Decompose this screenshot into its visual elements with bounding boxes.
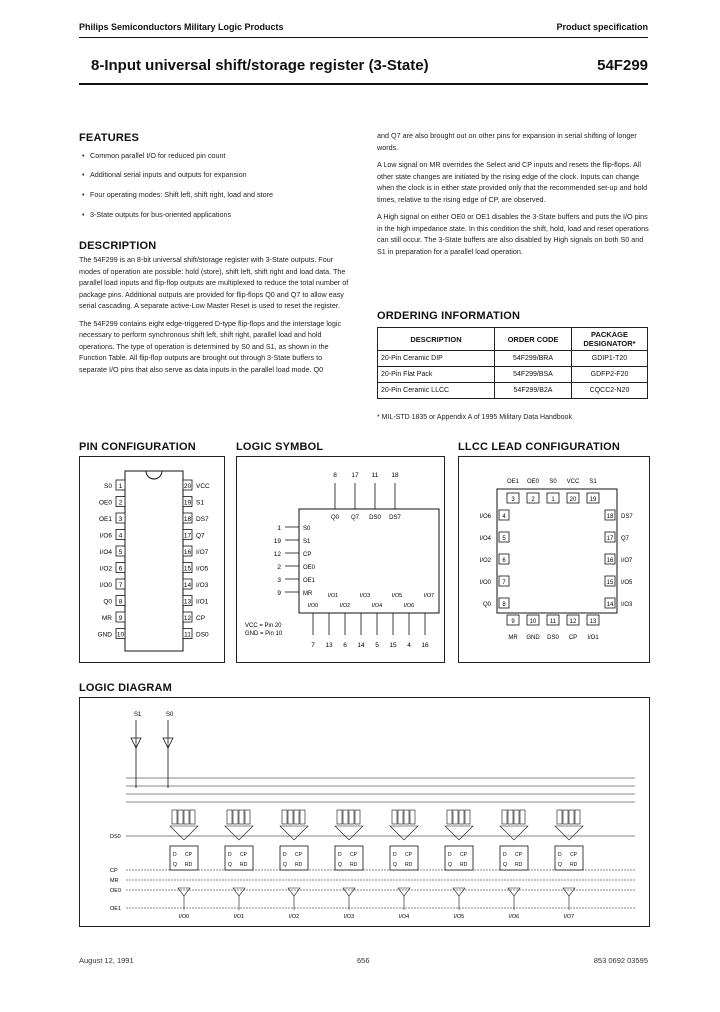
logic-diagram-ff-label: Q xyxy=(228,862,232,868)
features-heading: FEATURES xyxy=(79,132,140,144)
llcc-bottom-label: CP xyxy=(568,635,578,641)
logic-symbol-left-label: OE0 xyxy=(303,565,316,571)
dip-pin-label: S1 xyxy=(196,499,204,507)
logic-symbol-io-label: I/O3 xyxy=(359,593,371,599)
header-left: Philips Semiconductors Military Logic Products xyxy=(79,22,284,32)
logic-diagram-buffer xyxy=(288,888,300,896)
header-rule xyxy=(79,37,648,38)
logic-diagram-input-label: S0 xyxy=(166,712,174,718)
llcc-right-number: 15 xyxy=(606,580,614,586)
row-description: 20-Pin Flat Pack xyxy=(378,367,495,383)
llcc-left-label: I/O6 xyxy=(479,514,491,520)
llcc-right-label: I/O7 xyxy=(621,558,633,564)
logic-diagram-or-gate xyxy=(225,826,253,840)
logic-symbol-top-number: 18 xyxy=(391,472,399,479)
dip-package-drawing xyxy=(80,457,224,662)
logic-diagram-ff-label: RD xyxy=(295,862,303,868)
dip-pin-number: 12 xyxy=(183,615,192,622)
llcc-top-number: 3 xyxy=(511,497,515,503)
llcc-left-number: 6 xyxy=(502,558,506,564)
dip-pin-number: 15 xyxy=(183,565,192,573)
logic-diagram-gate xyxy=(337,810,342,824)
llcc-bottom-number: 10 xyxy=(529,619,537,625)
logic-symbol-io-label: I/O6 xyxy=(403,603,415,609)
dip-pin-label: GND xyxy=(97,631,112,639)
row-order-code: 54F299/B2A xyxy=(495,383,572,399)
logic-symbol-bottom-number: 14 xyxy=(357,642,365,649)
logic-diagram-ff-label: D xyxy=(558,852,562,858)
llcc-top-number: 2 xyxy=(531,497,535,503)
dip-pin-number: 14 xyxy=(183,582,192,589)
logic-diagram-ff-label: D xyxy=(393,852,397,858)
logic-symbol-io-label: I/O5 xyxy=(391,593,403,599)
dip-pin-number: 3 xyxy=(118,516,123,523)
llcc-top-label: OE0 xyxy=(526,479,540,485)
dip-pin-label: I/O6 xyxy=(99,532,112,540)
logic-diagram-gate xyxy=(502,810,507,824)
logic-symbol-left-number: 3 xyxy=(277,577,281,584)
logic-symbol-bottom-number: 7 xyxy=(311,642,315,649)
logic-diagram-gate xyxy=(410,810,415,824)
logic-diagram-ff-label: RD xyxy=(240,862,248,868)
logic-diagram-gate xyxy=(190,810,195,824)
feature-item: • Common parallel I/O for reduced pin count xyxy=(90,150,350,161)
llcc-right-number: 14 xyxy=(606,602,614,608)
dip-pin-number: 10 xyxy=(116,631,125,639)
dip-pin-label: I/O1 xyxy=(196,598,209,606)
dip-pin-label: MR xyxy=(101,615,112,622)
row-package: GDIP1-T20 xyxy=(572,351,648,367)
logic-diagram-ff-label: D xyxy=(338,852,342,858)
logic-diagram-ff-label: CP xyxy=(240,852,247,858)
dip-pin-number: 2 xyxy=(118,499,123,507)
logic-diagram-gate xyxy=(569,810,574,824)
logic-diagram-ff-label: Q xyxy=(283,862,287,868)
logic-diagram-ff-label: CP xyxy=(405,852,412,858)
logic-symbol-bottom-number: 5 xyxy=(375,642,379,649)
logic-diagram-left-label: OE1 xyxy=(110,906,122,912)
llcc-right-number: 18 xyxy=(606,514,614,520)
llcc-left-label: I/O2 xyxy=(479,558,491,564)
llcc-bottom-label: I/O1 xyxy=(587,635,599,641)
dip-pin-label: DS0 xyxy=(196,631,209,639)
logic-diagram-gate xyxy=(239,810,244,824)
part-number: 54F299 xyxy=(597,57,648,74)
description-para-4: A Low signal on MR overrides the Select and CP inputs and resets the flip-flops. All other state changes are initiated by the rising edge of the clock. Inputs can change when the clock is in either state provided only that the recommended set-up and hold times, relative to the rising edge of CP, are observed. xyxy=(377,160,648,204)
logic-diagram-ff-label: D xyxy=(503,852,507,858)
dip-pin-number: 16 xyxy=(183,549,192,556)
logic-diagram-gate xyxy=(300,810,305,824)
logic-diagram-ff-label: Q xyxy=(503,862,507,868)
description-heading: DESCRIPTION xyxy=(79,240,157,252)
dip-pin-number: 7 xyxy=(118,582,123,589)
dip-pin-label: Q7 xyxy=(196,532,205,540)
col-description: DESCRIPTION xyxy=(378,328,495,351)
feature-item: • 3-State outputs for bus-oriented applications xyxy=(90,209,350,220)
dip-pin-number: 17 xyxy=(183,532,192,540)
logic-symbol-left-label: S0 xyxy=(303,526,311,532)
logic-diagram-ff-label: CP xyxy=(350,852,357,858)
logic-symbol-io-label: I/O4 xyxy=(371,603,383,609)
llcc-box xyxy=(458,456,650,663)
logic-diagram-ff-label: CP xyxy=(295,852,302,858)
logic-diagram-gate xyxy=(404,810,409,824)
logic-symbol-left-number: 19 xyxy=(273,538,281,545)
dip-pin-number: 19 xyxy=(183,499,192,507)
logic-symbol-left-number: 2 xyxy=(277,564,281,571)
row-order-code: 54F299/BSA xyxy=(495,367,572,383)
dip-pin-label: I/O2 xyxy=(99,565,112,573)
logic-diagram-gate xyxy=(447,810,452,824)
logic-diagram-or-gate xyxy=(390,826,418,840)
description-para-2: The 54F299 contains eight edge-triggered D-type flip-flops and the interstage logic necessary to perform synchronous shift left, shift right, parallel load and hold operations. The type of operation is determined by S0 and S1, as shown in the Function Table. All flip-flop outputs are brought out through 3-State buffers to separate I/O pins that also serve as data inputs in the parallel load mode. Q0 xyxy=(79,318,342,374)
logic-symbol-gnd-note: GND = Pin 10 xyxy=(245,631,283,637)
llcc-right-label: I/O3 xyxy=(621,602,633,608)
logic-diagram-output-label: I/O2 xyxy=(288,914,300,920)
llcc-right-label: Q7 xyxy=(621,536,630,542)
logic-diagram-gate xyxy=(398,810,403,824)
row-package: GDFP2-F20 xyxy=(572,367,648,383)
logic-diagram-or-gate xyxy=(555,826,583,840)
logic-symbol-left-label: OE1 xyxy=(303,578,316,584)
dip-pin-label: I/O0 xyxy=(99,582,112,589)
row-order-code: 54F299/BRA xyxy=(495,351,572,367)
logic-diagram-left-label: MR xyxy=(110,878,119,884)
logic-diagram-drawing xyxy=(80,698,649,926)
logic-symbol-bottom-number: 4 xyxy=(407,642,411,649)
llcc-body xyxy=(497,489,617,613)
dip-pin-label: I/O3 xyxy=(196,582,209,589)
logic-diagram-gate xyxy=(563,810,568,824)
llcc-bottom-number: 9 xyxy=(511,619,515,625)
footer-page: 656 xyxy=(357,956,370,965)
header-right: Product specification xyxy=(556,22,648,32)
ordering-heading: ORDERING INFORMATION xyxy=(377,310,521,322)
logic-diagram-buffer xyxy=(233,888,245,896)
logic-symbol-top-number: 11 xyxy=(371,472,379,479)
llcc-heading: LLCC LEAD CONFIGURATION xyxy=(458,441,621,453)
dip-pin-label: DS7 xyxy=(196,516,209,523)
logic-diagram-ff-label: CP xyxy=(460,852,467,858)
dip-pin-number: 8 xyxy=(118,598,123,606)
logic-diagram-or-gate xyxy=(170,826,198,840)
logic-diagram-output-label: I/O7 xyxy=(563,914,575,920)
llcc-left-number: 8 xyxy=(502,602,506,608)
logic-symbol-left-number: 1 xyxy=(277,525,281,532)
dip-pin-label: Q0 xyxy=(103,598,112,606)
logic-diagram-ff-label: CP xyxy=(185,852,192,858)
dip-pin-label: CP xyxy=(196,615,206,622)
llcc-right-label: I/O5 xyxy=(621,580,633,586)
logic-symbol-bottom-number: 16 xyxy=(421,642,429,649)
logic-diagram-output-label: I/O6 xyxy=(508,914,520,920)
col-package: PACKAGE DESIGNATOR* xyxy=(572,328,648,351)
llcc-left-number: 5 xyxy=(502,536,506,542)
logic-symbol-drawing xyxy=(237,457,444,662)
logic-diagram-ff-label: RD xyxy=(405,862,413,868)
llcc-left-number: 7 xyxy=(502,580,506,586)
logic-symbol-heading: LOGIC SYMBOL xyxy=(236,441,324,453)
logic-diagram-buffer xyxy=(178,888,190,896)
logic-diagram-ff-label: D xyxy=(448,852,452,858)
logic-diagram-gate xyxy=(459,810,464,824)
logic-diagram-input-label: S1 xyxy=(134,712,142,718)
description-left-column xyxy=(79,254,351,381)
llcc-top-number: 1 xyxy=(551,497,555,503)
logic-diagram-buffer xyxy=(563,888,575,896)
logic-diagram-heading: LOGIC DIAGRAM xyxy=(79,682,173,694)
llcc-bottom-label: MR xyxy=(508,635,518,641)
llcc-bottom-number: 12 xyxy=(569,619,577,625)
llcc-drawing xyxy=(459,457,649,662)
dip-pin-label: I/O4 xyxy=(99,549,112,556)
footer-code: 853 0692 03595 xyxy=(593,956,648,965)
dip-pin-label: VCC xyxy=(196,483,210,490)
logic-symbol-bottom-number: 13 xyxy=(325,642,333,649)
dip-pin-number: 9 xyxy=(118,615,123,622)
logic-diagram-gate xyxy=(557,810,562,824)
logic-diagram-gate xyxy=(245,810,250,824)
logic-diagram-gate xyxy=(355,810,360,824)
logic-symbol-left-label: CP xyxy=(303,552,312,558)
logic-diagram-or-gate xyxy=(280,826,308,840)
logic-symbol-left-label: S1 xyxy=(303,539,311,545)
dip-pin-number: 1 xyxy=(118,483,123,490)
feature-item: • Additional serial inputs and outputs for expansion xyxy=(90,169,350,180)
logic-diagram-ff-label: RD xyxy=(570,862,578,868)
logic-symbol-box xyxy=(236,456,445,663)
llcc-left-label: I/O0 xyxy=(479,580,491,586)
dip-pin-label: S0 xyxy=(104,483,112,490)
logic-symbol-io-label: I/O2 xyxy=(339,603,351,609)
pin-config-box xyxy=(79,456,225,663)
pin-config-heading: PIN CONFIGURATION xyxy=(79,441,196,453)
llcc-left-label: I/O4 xyxy=(479,536,491,542)
logic-diagram-or-gate xyxy=(335,826,363,840)
logic-diagram-gate xyxy=(343,810,348,824)
logic-diagram-ff-label: CP xyxy=(515,852,522,858)
logic-symbol-io-label: I/O1 xyxy=(327,593,339,599)
logic-diagram-buffer xyxy=(398,888,410,896)
logic-diagram-left-label: OE0 xyxy=(110,888,122,894)
dip-pin-number: 18 xyxy=(183,516,192,523)
logic-diagram-ff-label: Q xyxy=(448,862,452,868)
logic-symbol-io-label: I/O0 xyxy=(307,603,319,609)
logic-diagram-gate xyxy=(520,810,525,824)
ordering-note: * MIL-STD 1835 or Appendix A of 1995 Military Data Handbook xyxy=(377,414,572,421)
logic-diagram-buffer xyxy=(508,888,520,896)
description-para-1: The 54F299 is an 8-bit universal shift/storage register with 3-State outputs. Four modes of operation are possible: hold (store), shift left, shift right and load data. The parallel load inputs and flip-flop outputs are multiplexed to reduce the total number of package pins. Additional outputs are provided for flip-flops Q0 and Q7 to allow easy serial cascading. A separate active-Low Master Reset is used to reset the register. xyxy=(79,255,349,310)
llcc-top-number: 20 xyxy=(569,497,577,503)
logic-diagram-ff-label: Q xyxy=(338,862,342,868)
logic-diagram-gate xyxy=(575,810,580,824)
logic-diagram-gate xyxy=(508,810,513,824)
logic-diagram-ff-label: CP xyxy=(570,852,577,858)
logic-symbol-left-number: 12 xyxy=(273,551,281,558)
llcc-top-label: VCC xyxy=(566,479,580,485)
logic-symbol-top-label: Q7 xyxy=(350,515,360,521)
logic-symbol-top-label: DS0 xyxy=(369,515,381,521)
logic-symbol-top-number: 8 xyxy=(333,472,337,479)
llcc-bottom-number: 11 xyxy=(549,619,557,625)
dip-pin-number: 5 xyxy=(118,549,123,556)
logic-diagram-gate xyxy=(288,810,293,824)
row-description: 20-Pin Ceramic DIP xyxy=(378,351,495,367)
logic-diagram-output-label: I/O1 xyxy=(233,914,245,920)
dip-notch xyxy=(146,471,162,479)
logic-diagram-ff-label: D xyxy=(173,852,177,858)
row-description: 20-Pin Ceramic LLCC xyxy=(378,383,495,399)
row-package: CQCC2-N20 xyxy=(572,383,648,399)
dip-pin-number: 20 xyxy=(183,483,192,490)
logic-diagram-buffer xyxy=(343,888,355,896)
llcc-left-label: Q0 xyxy=(482,602,491,608)
logic-diagram-gate xyxy=(453,810,458,824)
col-order-code: ORDER CODE xyxy=(495,328,572,351)
logic-diagram-ff-label: RD xyxy=(460,862,468,868)
dip-pin-label: OE1 xyxy=(98,516,112,523)
page-title: 8-Input universal shift/storage register (3-State) xyxy=(91,57,429,74)
logic-symbol-top-number: 17 xyxy=(351,472,359,479)
llcc-right-number: 16 xyxy=(606,558,614,564)
description-para-5: A High signal on either OE0 or OE1 disables the 3-State buffers and puts the I/O pins in the high impedance state. In this condition the shift, hold, load and reset operations can still occur. The 3-State buffers are also disabled by High signals on both S0 and S1 in preparation for a parallel load operation. xyxy=(377,212,649,256)
llcc-bottom-number: 13 xyxy=(589,619,597,625)
feature-item: • Four operating modes: Shift left, shift right, load and store xyxy=(90,189,350,200)
footer-date: August 12, 1991 xyxy=(79,956,134,965)
dip-pin-number: 11 xyxy=(184,631,191,639)
logic-diagram-buffer xyxy=(453,888,465,896)
logic-diagram-ff-label: RD xyxy=(515,862,523,868)
llcc-top-label: OE1 xyxy=(506,479,520,485)
logic-diagram-gate xyxy=(233,810,238,824)
logic-symbol-left-number: 9 xyxy=(277,590,281,597)
llcc-bottom-label: GND xyxy=(526,635,540,641)
logic-diagram-ff-label: D xyxy=(283,852,287,858)
logic-diagram-gate xyxy=(172,810,177,824)
dip-pin-label: OE0 xyxy=(98,499,112,507)
logic-diagram-ff-label: D xyxy=(228,852,232,858)
logic-diagram-or-gate xyxy=(445,826,473,840)
description-para-3: and Q7 are also brought out on other pins for expansion in serial shifting of longer words. xyxy=(377,131,637,152)
ordering-table xyxy=(377,327,648,399)
logic-diagram-gate xyxy=(465,810,470,824)
logic-diagram-gate xyxy=(178,810,183,824)
logic-symbol-bottom-number: 6 xyxy=(343,642,347,649)
dip-pin-number: 4 xyxy=(118,532,123,540)
llcc-top-label: S1 xyxy=(589,479,597,485)
dip-pin-number: 6 xyxy=(118,565,123,573)
logic-diagram-gate xyxy=(294,810,299,824)
dip-body xyxy=(125,471,183,651)
logic-diagram-gate xyxy=(392,810,397,824)
llcc-right-number: 17 xyxy=(606,536,614,542)
llcc-left-number: 4 xyxy=(502,514,506,520)
dip-pin-number: 13 xyxy=(183,598,192,606)
llcc-right-label: DS7 xyxy=(621,514,633,520)
logic-symbol-vcc-note: VCC = Pin 20 xyxy=(245,623,282,629)
logic-diagram-gate xyxy=(184,810,189,824)
title-rule xyxy=(79,83,648,85)
logic-symbol-top-label: DS7 xyxy=(389,515,401,521)
logic-symbol-top-label: Q0 xyxy=(330,515,340,521)
logic-symbol-io-label: I/O7 xyxy=(423,593,435,599)
logic-diagram-left-label: DS0 xyxy=(110,834,121,840)
logic-diagram-output-label: I/O5 xyxy=(453,914,465,920)
logic-symbol-left-label: MR xyxy=(303,591,313,597)
logic-diagram-ff-label: Q xyxy=(393,862,397,868)
logic-diagram-ff-label: RD xyxy=(350,862,358,868)
logic-diagram-gate xyxy=(514,810,519,824)
logic-diagram-ff-label: Q xyxy=(173,862,177,868)
logic-diagram-or-gate xyxy=(500,826,528,840)
logic-symbol-bottom-number: 15 xyxy=(389,642,397,649)
table-row xyxy=(378,367,648,383)
dip-pin-label: I/O5 xyxy=(196,565,209,573)
table-row xyxy=(378,383,648,399)
logic-diagram-box xyxy=(79,697,650,927)
logic-diagram-gate xyxy=(282,810,287,824)
logic-diagram-gate xyxy=(349,810,354,824)
logic-diagram-ff-label: Q xyxy=(558,862,562,868)
logic-diagram-output-label: I/O0 xyxy=(178,914,190,920)
logic-diagram-output-label: I/O4 xyxy=(398,914,410,920)
llcc-bottom-label: DS0 xyxy=(547,635,559,641)
logic-diagram-gate xyxy=(227,810,232,824)
ordering-table-header xyxy=(378,328,648,351)
table-row xyxy=(378,351,648,367)
llcc-top-number: 19 xyxy=(589,497,597,503)
logic-diagram-output-label: I/O3 xyxy=(343,914,355,920)
logic-diagram-left-label: CP xyxy=(110,868,118,874)
dip-pin-label: I/O7 xyxy=(196,549,209,556)
description-right-column xyxy=(377,130,649,263)
logic-diagram-ff-label: RD xyxy=(185,862,193,868)
llcc-top-label: S0 xyxy=(549,479,557,485)
